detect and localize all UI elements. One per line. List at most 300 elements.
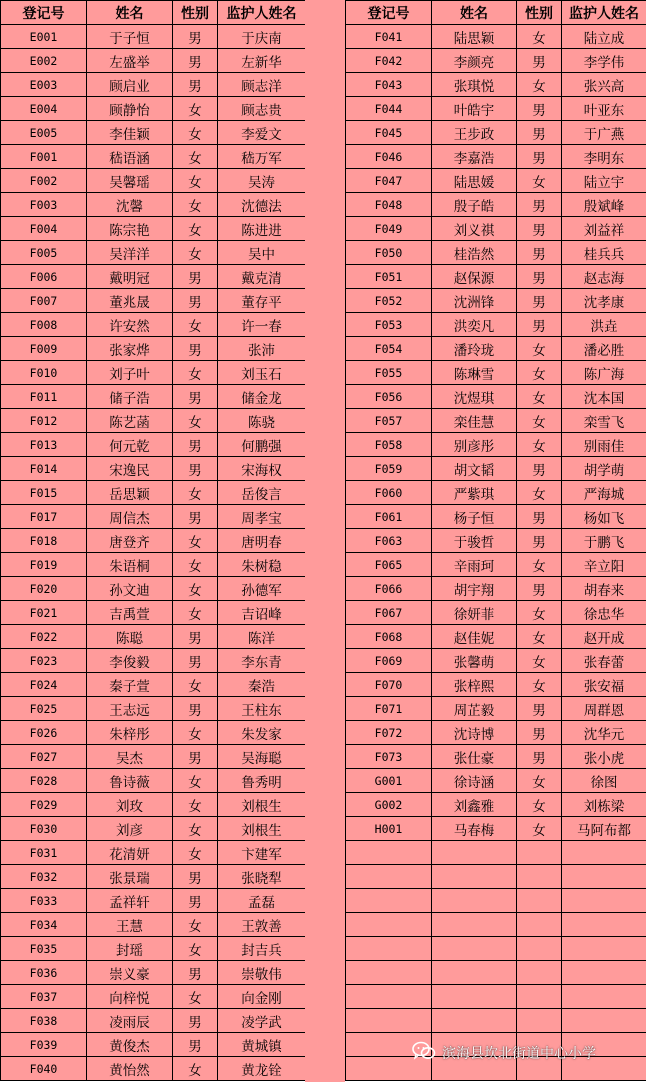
cell-gender: 男 — [173, 265, 218, 289]
cell-guardian-name — [562, 985, 646, 1009]
table-row — [1, 73, 306, 97]
cell-registration-no: F067 — [346, 601, 432, 625]
cell-registration-no: F020 — [1, 577, 87, 601]
table-row — [1, 745, 306, 769]
cell-guardian-name: 张小虎 — [562, 745, 646, 769]
cell-registration-no: F021 — [1, 601, 87, 625]
cell-guardian-name: 顾志洋 — [218, 73, 306, 97]
table-row — [346, 529, 646, 553]
cell-gender: 男 — [517, 97, 562, 121]
cell-registration-no: F001 — [1, 145, 87, 169]
cell-gender — [517, 961, 562, 985]
cell-registration-no: F027 — [1, 745, 87, 769]
cell-registration-no: F053 — [346, 313, 432, 337]
cell-name: 沈馨 — [87, 193, 173, 217]
cell-gender: 女 — [173, 577, 218, 601]
cell-registration-no: F015 — [1, 481, 87, 505]
header-guardian-name: 监护人姓名 — [562, 1, 646, 25]
cell-name: 许安然 — [87, 313, 173, 337]
table-row — [1, 1033, 306, 1057]
cell-gender: 女 — [517, 601, 562, 625]
cell-gender: 女 — [173, 985, 218, 1009]
header-gender: 性别 — [517, 1, 562, 25]
table-row — [346, 49, 646, 73]
cell-gender: 男 — [517, 241, 562, 265]
cell-gender: 女 — [173, 481, 218, 505]
cell-guardian-name: 王敦善 — [218, 913, 306, 937]
cell-guardian-name: 李爱文 — [218, 121, 306, 145]
cell-gender: 男 — [517, 697, 562, 721]
table-row — [346, 961, 646, 985]
cell-registration-no: F046 — [346, 145, 432, 169]
cell-registration-no: F071 — [346, 697, 432, 721]
cell-registration-no: F035 — [1, 937, 87, 961]
table-row — [1, 769, 306, 793]
cell-name: 顾静怡 — [87, 97, 173, 121]
table-row — [346, 409, 646, 433]
table-row — [346, 121, 646, 145]
cell-gender: 女 — [173, 1057, 218, 1081]
cell-guardian-name: 陆立宇 — [562, 169, 646, 193]
cell-gender: 女 — [173, 793, 218, 817]
cell-gender: 女 — [517, 385, 562, 409]
table-row — [1, 217, 306, 241]
header-name: 姓名 — [432, 1, 517, 25]
cell-gender — [517, 889, 562, 913]
cell-registration-no — [346, 889, 432, 913]
table-row — [1, 265, 306, 289]
header-row — [346, 1, 646, 25]
cell-name: 陈宗艳 — [87, 217, 173, 241]
cell-guardian-name — [562, 889, 646, 913]
cell-guardian-name: 鲁秀明 — [218, 769, 306, 793]
cell-gender: 男 — [173, 625, 218, 649]
cell-name: 沈煜琪 — [432, 385, 517, 409]
table-row — [1, 649, 306, 673]
cell-gender: 女 — [517, 793, 562, 817]
cell-name: 王慧 — [87, 913, 173, 937]
cell-registration-no: F034 — [1, 913, 87, 937]
cell-name: 左盛举 — [87, 49, 173, 73]
cell-registration-no: F004 — [1, 217, 87, 241]
cell-gender: 男 — [173, 433, 218, 457]
cell-registration-no: F024 — [1, 673, 87, 697]
cell-gender: 男 — [517, 145, 562, 169]
table-row — [346, 193, 646, 217]
cell-guardian-name: 胡学萌 — [562, 457, 646, 481]
cell-gender: 男 — [173, 49, 218, 73]
cell-gender: 女 — [517, 817, 562, 841]
cell-name — [432, 937, 517, 961]
cell-gender: 女 — [173, 97, 218, 121]
cell-name: 张琪悦 — [432, 73, 517, 97]
cell-guardian-name: 陈广海 — [562, 361, 646, 385]
cell-name: 吴洋洋 — [87, 241, 173, 265]
cell-gender: 男 — [517, 745, 562, 769]
cell-gender: 女 — [517, 481, 562, 505]
cell-registration-no: F026 — [1, 721, 87, 745]
cell-guardian-name: 别雨佳 — [562, 433, 646, 457]
cell-guardian-name: 岳俊言 — [218, 481, 306, 505]
cell-guardian-name: 刘根生 — [218, 817, 306, 841]
cell-gender: 女 — [173, 601, 218, 625]
cell-gender: 女 — [173, 169, 218, 193]
cell-name: 周芷毅 — [432, 697, 517, 721]
cell-registration-no: E003 — [1, 73, 87, 97]
table-row — [346, 865, 646, 889]
cell-guardian-name — [562, 865, 646, 889]
table-row — [1, 529, 306, 553]
cell-registration-no: F005 — [1, 241, 87, 265]
cell-gender: 女 — [173, 841, 218, 865]
cell-name: 马春梅 — [432, 817, 517, 841]
cell-registration-no: E002 — [1, 49, 87, 73]
cell-gender: 女 — [173, 241, 218, 265]
cell-guardian-name: 刘益祥 — [562, 217, 646, 241]
table-row — [346, 625, 646, 649]
cell-name: 陈琳雪 — [432, 361, 517, 385]
cell-gender: 女 — [517, 169, 562, 193]
cell-gender: 女 — [173, 673, 218, 697]
table-row — [1, 409, 306, 433]
cell-registration-no: F047 — [346, 169, 432, 193]
cell-registration-no — [346, 961, 432, 985]
table-row — [1, 313, 306, 337]
table-row — [1, 937, 306, 961]
table-row — [1, 577, 306, 601]
cell-name: 宋逸民 — [87, 457, 173, 481]
cell-name: 唐登齐 — [87, 529, 173, 553]
cell-name: 陆思颖 — [432, 25, 517, 49]
cell-name — [432, 913, 517, 937]
table-row — [346, 73, 646, 97]
cell-guardian-name: 许一春 — [218, 313, 306, 337]
cell-name — [432, 1057, 517, 1081]
cell-registration-no: F032 — [1, 865, 87, 889]
cell-gender: 男 — [173, 697, 218, 721]
cell-guardian-name: 张兴高 — [562, 73, 646, 97]
cell-guardian-name: 吴涛 — [218, 169, 306, 193]
cell-gender: 男 — [517, 505, 562, 529]
cell-registration-no: F070 — [346, 673, 432, 697]
table-row — [1, 961, 306, 985]
table-row — [1, 793, 306, 817]
cell-name: 陈艺菡 — [87, 409, 173, 433]
cell-guardian-name: 叶亚东 — [562, 97, 646, 121]
cell-gender: 女 — [173, 721, 218, 745]
cell-registration-no: F030 — [1, 817, 87, 841]
table-row — [1, 673, 306, 697]
cell-registration-no: F055 — [346, 361, 432, 385]
cell-guardian-name: 吉诏峰 — [218, 601, 306, 625]
cell-name: 嵇语涵 — [87, 145, 173, 169]
cell-gender: 男 — [517, 121, 562, 145]
cell-gender: 女 — [173, 361, 218, 385]
cell-guardian-name: 卞建军 — [218, 841, 306, 865]
cell-gender: 男 — [517, 457, 562, 481]
table-row — [1, 361, 306, 385]
cell-guardian-name: 徐忠华 — [562, 601, 646, 625]
table-row — [346, 793, 646, 817]
cell-guardian-name: 戴克清 — [218, 265, 306, 289]
cell-name: 刘玫 — [87, 793, 173, 817]
cell-guardian-name: 杨如飞 — [562, 505, 646, 529]
cell-registration-no: F058 — [346, 433, 432, 457]
cell-gender: 男 — [173, 745, 218, 769]
header-name: 姓名 — [87, 1, 173, 25]
cell-guardian-name: 潘必胜 — [562, 337, 646, 361]
cell-guardian-name: 沈德法 — [218, 193, 306, 217]
cell-name: 殷子皓 — [432, 193, 517, 217]
cell-guardian-name: 殷斌峰 — [562, 193, 646, 217]
cell-gender: 男 — [517, 49, 562, 73]
cell-name: 李佳颖 — [87, 121, 173, 145]
cell-name: 吉禹萱 — [87, 601, 173, 625]
cell-registration-no: F045 — [346, 121, 432, 145]
cell-gender — [517, 913, 562, 937]
cell-registration-no: F018 — [1, 529, 87, 553]
table-row — [346, 433, 646, 457]
table-row — [346, 721, 646, 745]
cell-guardian-name: 李学伟 — [562, 49, 646, 73]
cell-gender: 女 — [173, 409, 218, 433]
cell-name: 鲁诗薇 — [87, 769, 173, 793]
table-row — [346, 217, 646, 241]
cell-guardian-name: 封吉兵 — [218, 937, 306, 961]
cell-name: 凌雨辰 — [87, 1009, 173, 1033]
table-row — [1, 385, 306, 409]
cell-guardian-name: 朱发家 — [218, 721, 306, 745]
cell-name: 徐诗涵 — [432, 769, 517, 793]
cell-registration-no: F073 — [346, 745, 432, 769]
cell-name — [432, 865, 517, 889]
cell-registration-no: G001 — [346, 769, 432, 793]
table-row — [346, 649, 646, 673]
cell-name: 于子恒 — [87, 25, 173, 49]
roster-table-right — [345, 0, 646, 1081]
table-row — [1, 25, 306, 49]
cell-registration-no: F022 — [1, 625, 87, 649]
cell-guardian-name: 储金龙 — [218, 385, 306, 409]
cell-registration-no — [346, 1057, 432, 1081]
cell-gender: 男 — [517, 289, 562, 313]
cell-registration-no: F007 — [1, 289, 87, 313]
cell-gender: 男 — [173, 889, 218, 913]
cell-gender: 男 — [173, 1009, 218, 1033]
cell-gender: 男 — [517, 313, 562, 337]
cell-name: 刘彦 — [87, 817, 173, 841]
cell-guardian-name: 李东青 — [218, 649, 306, 673]
cell-guardian-name: 赵开成 — [562, 625, 646, 649]
cell-registration-no: F038 — [1, 1009, 87, 1033]
table-row — [346, 1009, 646, 1033]
cell-guardian-name: 陆立成 — [562, 25, 646, 49]
cell-gender: 女 — [517, 361, 562, 385]
cell-registration-no: F013 — [1, 433, 87, 457]
cell-name: 桂浩然 — [432, 241, 517, 265]
cell-registration-no: F049 — [346, 217, 432, 241]
cell-name — [432, 1033, 517, 1057]
cell-gender: 女 — [173, 553, 218, 577]
watermark-text: 滨海县坎北街道中心小学 — [442, 1046, 596, 1062]
cell-gender: 男 — [517, 265, 562, 289]
cell-guardian-name: 黄城镇 — [218, 1033, 306, 1057]
cell-guardian-name: 于鹏飞 — [562, 529, 646, 553]
cell-registration-no: F002 — [1, 169, 87, 193]
cell-gender: 女 — [517, 337, 562, 361]
table-row — [1, 913, 306, 937]
cell-name: 李嘉浩 — [432, 145, 517, 169]
cell-registration-no: F042 — [346, 49, 432, 73]
cell-name: 叶皓宇 — [432, 97, 517, 121]
cell-gender: 女 — [517, 25, 562, 49]
table-row — [346, 1057, 646, 1081]
table-row — [346, 385, 646, 409]
cell-name: 胡宇翔 — [432, 577, 517, 601]
cell-guardian-name: 左新华 — [218, 49, 306, 73]
table-row — [346, 97, 646, 121]
cell-guardian-name: 刘栋梁 — [562, 793, 646, 817]
cell-registration-no: F066 — [346, 577, 432, 601]
cell-registration-no: E001 — [1, 25, 87, 49]
cell-gender: 女 — [173, 145, 218, 169]
cell-registration-no: F063 — [346, 529, 432, 553]
cell-registration-no — [346, 913, 432, 937]
cell-guardian-name: 张春蕾 — [562, 649, 646, 673]
cell-guardian-name — [562, 937, 646, 961]
cell-name: 崇义豪 — [87, 961, 173, 985]
cell-gender: 女 — [517, 625, 562, 649]
cell-guardian-name: 张沛 — [218, 337, 306, 361]
cell-registration-no: F048 — [346, 193, 432, 217]
cell-guardian-name: 秦浩 — [218, 673, 306, 697]
cell-registration-no: F036 — [1, 961, 87, 985]
cell-gender: 女 — [517, 553, 562, 577]
cell-registration-no: F068 — [346, 625, 432, 649]
cell-gender: 男 — [173, 505, 218, 529]
table-row — [346, 289, 646, 313]
cell-guardian-name: 徐图 — [562, 769, 646, 793]
table-row — [346, 745, 646, 769]
cell-guardian-name: 王柱东 — [218, 697, 306, 721]
header-gender: 性别 — [173, 1, 218, 25]
cell-registration-no: F033 — [1, 889, 87, 913]
cell-guardian-name: 崇敬伟 — [218, 961, 306, 985]
cell-gender: 男 — [173, 961, 218, 985]
cell-guardian-name: 董存平 — [218, 289, 306, 313]
table-row — [346, 913, 646, 937]
cell-registration-no: F029 — [1, 793, 87, 817]
cell-guardian-name — [562, 1033, 646, 1057]
cell-guardian-name: 栾雪飞 — [562, 409, 646, 433]
cell-registration-no: F017 — [1, 505, 87, 529]
table-row — [1, 625, 306, 649]
cell-name: 董兆晟 — [87, 289, 173, 313]
cell-gender: 男 — [517, 529, 562, 553]
table-row — [1, 241, 306, 265]
cell-guardian-name: 凌学武 — [218, 1009, 306, 1033]
cell-gender: 女 — [173, 193, 218, 217]
cell-registration-no: F014 — [1, 457, 87, 481]
cell-guardian-name: 吴中 — [218, 241, 306, 265]
cell-name: 储子浩 — [87, 385, 173, 409]
cell-gender: 女 — [173, 313, 218, 337]
cell-name — [432, 889, 517, 913]
table-row — [1, 121, 306, 145]
cell-registration-no: F037 — [1, 985, 87, 1009]
table-row — [346, 601, 646, 625]
cell-guardian-name: 周群恩 — [562, 697, 646, 721]
cell-gender: 女 — [517, 409, 562, 433]
cell-name: 李颜亮 — [432, 49, 517, 73]
table-row — [346, 145, 646, 169]
cell-guardian-name: 沈孝康 — [562, 289, 646, 313]
cell-name: 吴杰 — [87, 745, 173, 769]
cell-name: 陆思媛 — [432, 169, 517, 193]
cell-name: 王志远 — [87, 697, 173, 721]
table-row — [346, 553, 646, 577]
cell-guardian-name: 严海城 — [562, 481, 646, 505]
cell-registration-no — [346, 937, 432, 961]
cell-registration-no: F023 — [1, 649, 87, 673]
cell-gender: 女 — [517, 433, 562, 457]
cell-guardian-name: 朱树稳 — [218, 553, 306, 577]
cell-gender: 男 — [173, 73, 218, 97]
cell-registration-no: F025 — [1, 697, 87, 721]
table-row — [346, 457, 646, 481]
cell-name: 秦子萱 — [87, 673, 173, 697]
cell-registration-no: F043 — [346, 73, 432, 97]
cell-gender: 女 — [517, 673, 562, 697]
table-row — [1, 433, 306, 457]
cell-name: 孟祥轩 — [87, 889, 173, 913]
cell-registration-no — [346, 985, 432, 1009]
cell-name: 周信杰 — [87, 505, 173, 529]
cell-registration-no — [346, 1033, 432, 1057]
cell-name — [432, 841, 517, 865]
cell-guardian-name: 孙德军 — [218, 577, 306, 601]
cell-registration-no: F072 — [346, 721, 432, 745]
cell-guardian-name — [562, 961, 646, 985]
table-row — [346, 1033, 646, 1057]
cell-registration-no: F019 — [1, 553, 87, 577]
cell-registration-no: H001 — [346, 817, 432, 841]
table-row — [1, 721, 306, 745]
cell-registration-no: F006 — [1, 265, 87, 289]
table-row — [346, 361, 646, 385]
cell-guardian-name: 陈洋 — [218, 625, 306, 649]
table-row — [346, 937, 646, 961]
cell-name: 刘子叶 — [87, 361, 173, 385]
cell-registration-no: F028 — [1, 769, 87, 793]
cell-guardian-name: 沈华元 — [562, 721, 646, 745]
table-gap — [305, 0, 345, 1082]
cell-name: 朱语桐 — [87, 553, 173, 577]
cell-guardian-name: 沈本国 — [562, 385, 646, 409]
cell-guardian-name: 刘玉石 — [218, 361, 306, 385]
cell-gender: 男 — [173, 457, 218, 481]
cell-name: 胡文韬 — [432, 457, 517, 481]
cell-guardian-name: 顾志贵 — [218, 97, 306, 121]
table-row — [1, 1057, 306, 1081]
table-row — [346, 841, 646, 865]
cell-guardian-name: 嵇万军 — [218, 145, 306, 169]
cell-name: 向梓悦 — [87, 985, 173, 1009]
table-row — [346, 481, 646, 505]
table-row — [1, 145, 306, 169]
cell-registration-no: F056 — [346, 385, 432, 409]
table-row — [1, 337, 306, 361]
